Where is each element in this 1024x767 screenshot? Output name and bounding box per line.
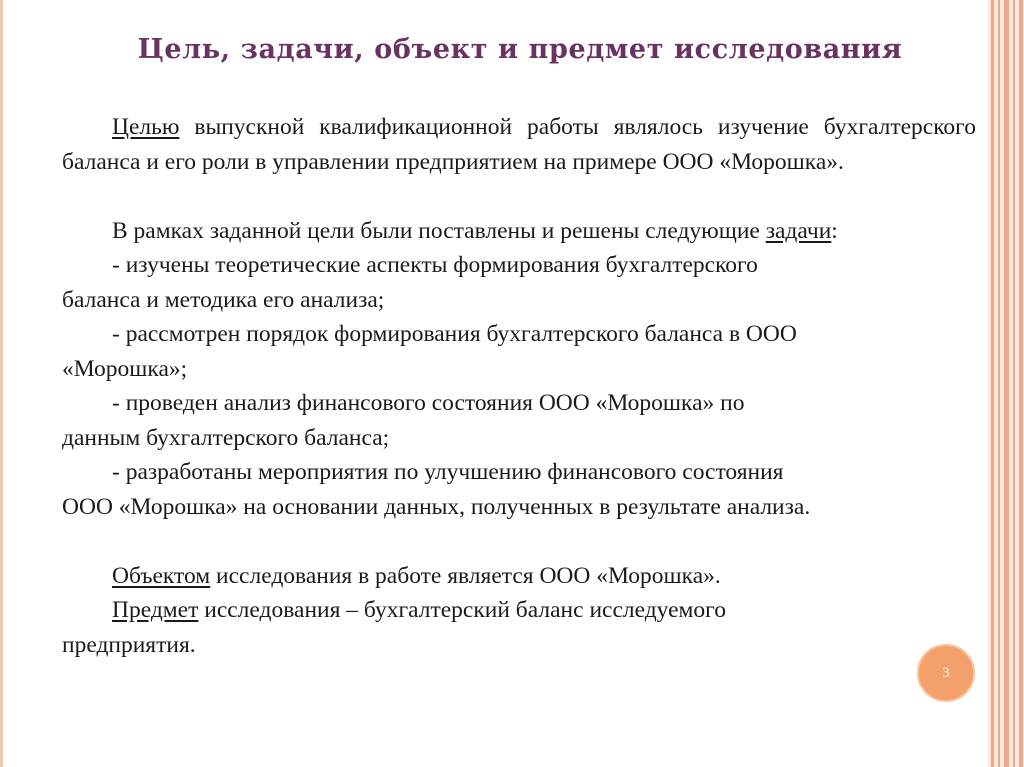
page-number-badge (917, 644, 975, 702)
object-text: исследования в работе является ООО «Морошка». (210, 562, 721, 589)
goal-label: Целью (112, 114, 180, 140)
task-item-first-line: - разработаны мероприятия по улучшению финансового состояния (112, 459, 784, 485)
decorative-stripes (988, 0, 1024, 767)
tasks-colon: : (831, 217, 838, 244)
stripe (991, 0, 994, 767)
task-item-rest: данным бухгалтерского баланса; (62, 424, 390, 451)
task-item-rest: «Морошка»; (62, 355, 188, 382)
task-item-continuation (62, 352, 976, 387)
task-item-continuation (62, 421, 976, 456)
task-item-first-line: - рассмотрен порядок формирования бухгалтерского баланса в ООО (112, 321, 797, 347)
task-item-continuation (62, 283, 976, 318)
tasks-intro-text: В рамках заданной цели были поставлены и решены следующие (112, 217, 766, 244)
tasks-intro-paragraph (62, 214, 976, 249)
task-item-continuation (62, 490, 976, 525)
task-item (62, 248, 976, 283)
subject-text: исследования – бухгалтерский баланс исследуемого (198, 597, 726, 623)
task-item (62, 455, 976, 490)
stripe (1004, 0, 1009, 767)
paragraph-gap (62, 179, 976, 214)
task-item (62, 317, 976, 352)
task-item-rest: ООО «Морошка» на основании данных, полученных в результате анализа. (62, 493, 811, 520)
task-item-first-line: - изучены теоретические аспекты формирования бухгалтерского (112, 252, 758, 278)
object-paragraph (62, 559, 976, 594)
goal-text: выпускной квалификационной работы являлось изучение бухгалтерского баланса и его роли в управлении предприятием на примере ООО «Морошка». (62, 114, 976, 175)
stripe (1013, 0, 1015, 767)
stripe (998, 0, 1000, 767)
object-label: Объектом (112, 562, 211, 589)
task-item-rest: баланса и методика его анализа; (62, 286, 385, 313)
subject-label: Предмет (112, 597, 199, 623)
task-item (62, 386, 976, 421)
slide-title: Цель, задачи, объект и предмет исследования (137, 34, 903, 65)
subject-continuation (62, 628, 976, 663)
stripe (1019, 0, 1023, 767)
subject-rest: предприятия. (62, 631, 196, 658)
left-border-line (0, 0, 3, 767)
goal-paragraph (62, 110, 976, 179)
paragraph-gap (62, 524, 976, 559)
slide-body (62, 110, 976, 662)
tasks-label: задачи (765, 217, 832, 244)
subject-paragraph (62, 593, 976, 628)
task-item-first-line: - проведен анализ финансового состояния ООО «Морошка» по (112, 390, 745, 416)
page-number: 3 (942, 664, 950, 681)
